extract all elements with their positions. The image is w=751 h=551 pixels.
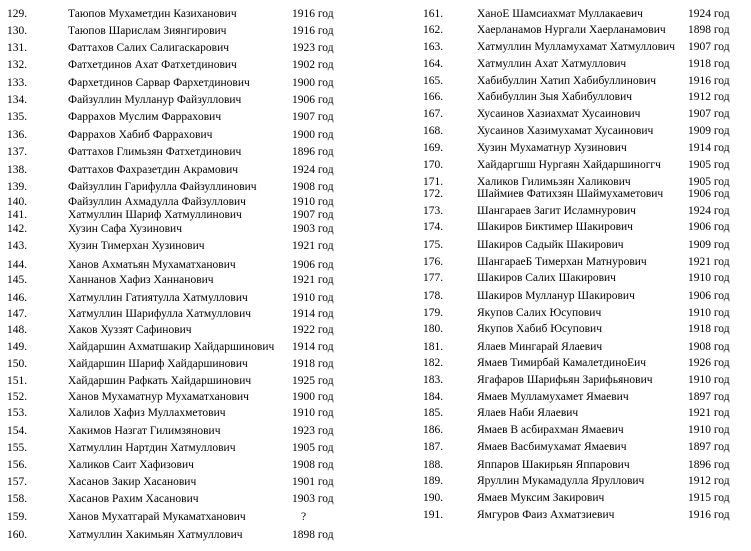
entry-name: Хаерланамов Нургали Хаерланамович	[477, 24, 666, 36]
entry-number: 156.	[7, 459, 28, 471]
entry-name: Халиков Саит Хафизович	[68, 459, 194, 471]
entry-year: 1908 год	[292, 181, 334, 193]
entry-year: 1921 год	[688, 407, 730, 419]
entry-name: Хасанов Рахим Хасанович	[68, 493, 199, 505]
entry-name: Шаймиев Фатихзян Шаймухаметович	[477, 188, 664, 200]
entry-number: 183.	[423, 374, 444, 386]
entry-name: Хатмуллин Хакимьян Хатмуллович	[68, 529, 243, 541]
entry-number: 158.	[7, 493, 28, 505]
entry-number: 182.	[423, 357, 444, 369]
entry-number: 172.	[423, 188, 444, 200]
entry-number: 161.	[423, 8, 444, 20]
entry-number: 138.	[7, 164, 28, 176]
entry-number: 136.	[7, 129, 28, 141]
entry-name: Хузин Тимерхан Хузинович	[68, 240, 205, 252]
entry-name: ХаноЕ Шамсиахмат Муллакаевич	[477, 8, 643, 20]
entry-year: 1905 год	[688, 176, 730, 188]
entry-number: 152.	[7, 391, 28, 403]
entry-number: 155.	[7, 442, 28, 454]
entry-year: 1900 год	[292, 391, 334, 403]
entry-year: 1907 год	[292, 209, 334, 221]
entry-number: 170.	[423, 159, 444, 171]
entry-year: 1910 год	[688, 272, 730, 284]
entry-name: Хузин Мухаматнур Хузинович	[477, 142, 627, 154]
entry-number: 186.	[423, 424, 444, 436]
entry-year: 1907 год	[292, 111, 334, 123]
entry-name: Хаков Хуззят Сафинович	[68, 324, 192, 336]
entry-name: Яппаров Шакирьян Яппарович	[477, 459, 630, 471]
entry-year: 1918 год	[688, 323, 730, 335]
entry-year: 1918 год	[292, 358, 334, 370]
entry-year: 1906 год	[688, 188, 730, 200]
entry-year: 1915 год	[688, 492, 730, 504]
entry-year: 1910 год	[292, 196, 334, 208]
entry-name: Ялаев Мингарай Ялаевич	[477, 341, 603, 353]
entry-name: Хайдаршин Шариф Хайдаршинович	[68, 358, 248, 370]
entry-number: 143.	[7, 240, 28, 252]
entry-number: 130.	[7, 25, 28, 37]
entry-number: 163.	[423, 41, 444, 53]
entry-name: Ямаев Мулламухамет Ямаевич	[477, 391, 629, 403]
entry-number: 151.	[7, 375, 28, 387]
entry-year: 1898 год	[688, 24, 730, 36]
entry-year: 1900 год	[292, 129, 334, 141]
entry-name: Шакиров Муллануp Шакирович	[477, 290, 635, 302]
entry-number: 148.	[7, 324, 28, 336]
entry-year: 1906 год	[292, 94, 334, 106]
entry-name: Хакимов Назгат Гилимзянович	[68, 425, 221, 437]
entry-name: Ямаев Тимирбай КамалетдиноЕич	[477, 357, 647, 369]
entry-name: Фатхетдинов Ахат Фатхетдинович	[68, 59, 237, 71]
entry-year: 1907 год	[688, 41, 730, 53]
entry-name: Фарраxов Муслим Фарраxович	[68, 111, 222, 123]
entry-number: 146.	[7, 292, 28, 304]
entry-number: 181.	[423, 341, 444, 353]
entry-year: 1924 год	[688, 8, 730, 20]
entry-name: Хасанов Закир Хасанович	[68, 476, 197, 488]
entry-year: 1924 год	[688, 205, 730, 217]
entry-name: Ялаев Наби Ялаевич	[477, 407, 579, 419]
entry-name: Халиков Гилимьзян Халикович	[477, 176, 631, 188]
entry-name: Хатмуллин Нартдин Хатмуллович	[68, 442, 236, 454]
entry-year: 1914 год	[292, 341, 334, 353]
entry-name: Хатмуллин Шарифулла Хатмуллович	[68, 308, 252, 320]
entry-year: 1914 год	[292, 308, 334, 320]
entry-name: Хабибуллин Хатип Хабибуллинович	[477, 75, 657, 87]
entry-number: 149.	[7, 341, 28, 353]
entry-name: Халилов Хафиз Муллахметович	[68, 407, 226, 419]
entry-number: 190.	[423, 492, 444, 504]
entry-number: 142.	[7, 223, 28, 235]
entry-number: 166.	[423, 91, 444, 103]
entry-number: 159.	[7, 511, 28, 523]
entry-number: 134.	[7, 94, 28, 106]
entry-year: 1905 год	[292, 442, 334, 454]
entry-number: 145.	[7, 274, 28, 286]
entry-year: 1896 год	[292, 146, 334, 158]
entry-year: 1906 год	[292, 259, 334, 271]
entry-number: 173.	[423, 205, 444, 217]
entry-year: 1910 год	[688, 374, 730, 386]
entry-year: 1909 год	[688, 239, 730, 251]
entry-number: 167.	[423, 108, 444, 120]
entry-number: 187.	[423, 441, 444, 453]
entry-year: 1897 год	[688, 441, 730, 453]
entry-name: Хусаинов Хазимухамат Хусаинович	[477, 125, 654, 137]
entry-number: 129.	[7, 8, 28, 20]
entry-number: 188.	[423, 459, 444, 471]
entry-year: 1910 год	[688, 307, 730, 319]
entry-year: 1922 год	[292, 324, 334, 336]
entry-year: 1916 год	[688, 509, 730, 521]
entry-name: Хусаинов Хазиахмат Хусаинович	[477, 108, 641, 120]
entry-name: Фаттахов Салих Салигаскарович	[68, 42, 230, 54]
entry-year: 1903 год	[292, 493, 334, 505]
entry-year: 1908 год	[292, 459, 334, 471]
entry-number: 177.	[423, 272, 444, 284]
entry-number: 175.	[423, 239, 444, 251]
entry-year: 1908 год	[688, 341, 730, 353]
entry-number: 141.	[7, 209, 28, 221]
entry-year: 1916 год	[292, 8, 334, 20]
entry-name: Ханов Ахматьян Мухаматханович	[68, 259, 236, 271]
entry-year: ?	[301, 511, 307, 523]
entry-number: 168.	[423, 125, 444, 137]
entry-year: 1923 год	[292, 42, 334, 54]
entry-name: Хузин Сафа Хузинович	[68, 223, 182, 235]
entry-name: Файзуллин Мулланур Файзуллович	[68, 94, 242, 106]
entry-name: Якупов Салих Юсупович	[477, 307, 602, 319]
entry-name: Файзуллин Гарифулла Файзуллинович	[68, 181, 257, 193]
entry-name: Фаттахов Фахрaзетдин Акрамович	[68, 164, 239, 176]
entry-name: Ханов Мухаматнур Мухаматханович	[68, 391, 249, 403]
entry-name: Файзуллин Ахмадулла Файзуллович	[68, 196, 246, 208]
entry-name: Ямгуров Фаиз Ахматзиевич	[477, 509, 615, 521]
entry-year: 1907 год	[688, 108, 730, 120]
entry-year: 1901 год	[292, 476, 334, 488]
entry-name: Хабибуллин Зыя Хабибуллович	[477, 91, 633, 103]
entry-year: 1924 год	[292, 164, 334, 176]
entry-name: Шакиров Биктимер Шакирович	[477, 221, 633, 233]
entry-number: 179.	[423, 307, 444, 319]
entry-number: 154.	[7, 425, 28, 437]
entry-number: 165.	[423, 75, 444, 87]
entry-number: 157.	[7, 476, 28, 488]
entry-name: Ягафаров Шарифьян Зарифьянович	[477, 374, 653, 386]
entry-year: 1898 год	[292, 529, 334, 541]
entry-year: 1916 год	[292, 25, 334, 37]
entry-number: 135.	[7, 111, 28, 123]
entry-year: 1921 год	[292, 240, 334, 252]
entry-name: Фархетдинов Сарвар Фархетдинович	[68, 77, 250, 89]
entry-name: Хайдаршин Ахматшакир Хайдаршинович	[68, 341, 275, 353]
entry-year: 1902 год	[292, 59, 334, 71]
entry-number: 169.	[423, 142, 444, 154]
entry-number: 150.	[7, 358, 28, 370]
entry-number: 160.	[7, 529, 28, 541]
entry-name: Ханнанов Хафиз Ханнанович	[68, 274, 214, 286]
entry-name: Ямаев Васбимухамат Ямаевич	[477, 441, 627, 453]
entry-number: 189.	[423, 475, 444, 487]
entry-number: 184.	[423, 391, 444, 403]
entry-name: Фаттахов Глимьзян Фатхетдинович	[68, 146, 242, 158]
entry-number: 185.	[423, 407, 444, 419]
entry-name: Шакиров Салих Шакирович	[477, 272, 616, 284]
entry-name: Таюпов Мухаметдин Казиханович	[68, 8, 237, 20]
entry-year: 1900 год	[292, 77, 334, 89]
entry-name: Хайдаршин Рафкать Хайдаршинович	[68, 375, 252, 387]
entry-name: Фарраxов Хабиб Фарраxович	[68, 129, 213, 141]
entry-name: Яруллин Мукамадулла Яруллович	[477, 475, 645, 487]
entry-name: Хатмуллин Мулламухамат Хатмуллович	[477, 41, 675, 53]
entry-number: 153.	[7, 407, 28, 419]
entry-name: Хайдаргшш Нургаян Хайдаршиноггч	[477, 159, 661, 171]
entry-year: 1910 год	[292, 292, 334, 304]
entry-name: Хатмуллин Шариф Хатмуллинович	[68, 209, 242, 221]
entry-year: 1896 год	[688, 459, 730, 471]
entry-year: 1923 год	[292, 425, 334, 437]
entry-year: 1903 год	[292, 223, 334, 235]
entry-year: 1925 год	[292, 375, 334, 387]
entry-year: 1897 год	[688, 391, 730, 403]
entry-year: 1912 год	[688, 91, 730, 103]
entry-name: ШангараеБ Тимерхан Матнурович	[477, 256, 647, 268]
entry-year: 1918 год	[688, 58, 730, 70]
entry-number: 139.	[7, 181, 28, 193]
entry-name: Таюпов Шарислам Зиянгирович	[68, 25, 227, 37]
entry-number: 162.	[423, 24, 444, 36]
entry-number: 171.	[423, 176, 444, 188]
entry-name: Хатмуллин Ахат Хатмуллович	[477, 58, 627, 70]
entry-name: Ханов Мухатгарай Мукаматханович	[68, 511, 246, 523]
entry-year: 1905 год	[688, 159, 730, 171]
entry-number: 176.	[423, 256, 444, 268]
entry-year: 1916 год	[688, 75, 730, 87]
entry-year: 1926 год	[688, 357, 730, 369]
entry-name: Ямаев Муксим Закирович	[477, 492, 605, 504]
entry-number: 191.	[423, 509, 444, 521]
entry-number: 133.	[7, 77, 28, 89]
entry-year: 1910 год	[688, 424, 730, 436]
entry-name: Ямаев В асбирахман Ямаевич	[477, 424, 624, 436]
entry-number: 164.	[423, 58, 444, 70]
entry-year: 1921 год	[292, 274, 334, 286]
entry-name: Хатмуллин Гатиятулла Хатмуллович	[68, 292, 248, 304]
entry-year: 1906 год	[688, 290, 730, 302]
entry-year: 1906 год	[688, 221, 730, 233]
entry-year: 1912 год	[688, 475, 730, 487]
entry-name: Якупов Хабиб Юсупович	[477, 323, 602, 335]
entry-number: 140.	[7, 196, 28, 208]
entry-name: Шакиров Садыйк Шакирович	[477, 239, 624, 251]
entry-year: 1914 год	[688, 142, 730, 154]
entry-number: 144.	[7, 259, 28, 271]
entry-year: 1921 год	[688, 256, 730, 268]
entry-year: 1909 год	[688, 125, 730, 137]
entry-number: 137.	[7, 146, 28, 158]
entry-number: 132.	[7, 59, 28, 71]
entry-number: 131.	[7, 42, 28, 54]
entry-year: 1910 год	[292, 407, 334, 419]
entry-number: 147.	[7, 308, 28, 320]
entry-name: Шангараев Загит Исламнурович	[477, 205, 636, 217]
entry-number: 180.	[423, 323, 444, 335]
entry-number: 178.	[423, 290, 444, 302]
entry-number: 174.	[423, 221, 444, 233]
